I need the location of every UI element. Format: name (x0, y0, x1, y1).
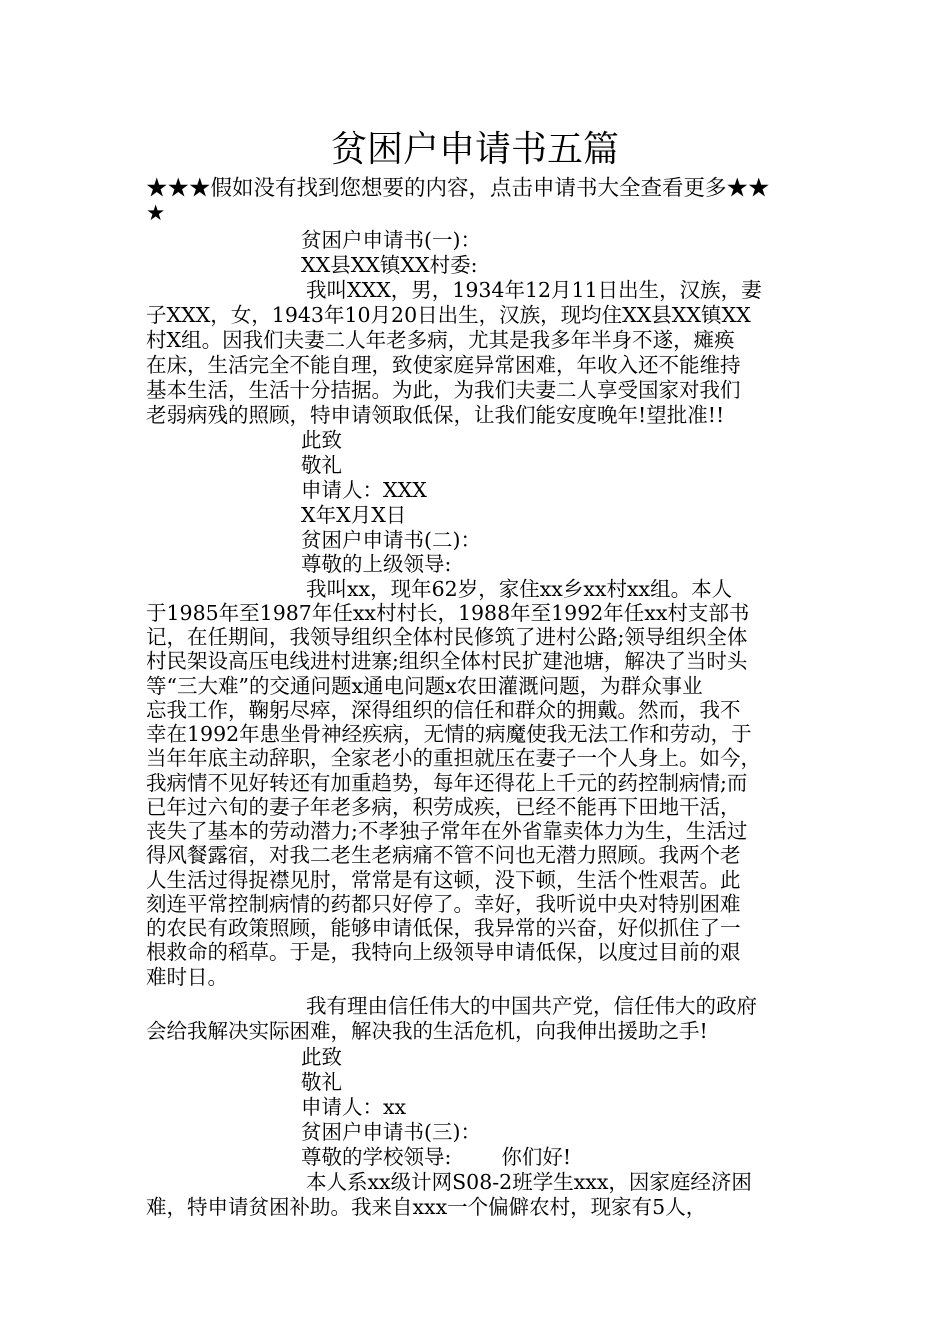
paragraph-line: 我有理由信任伟大的中国共产党，信任伟大的政府 (306, 994, 757, 1018)
closing-text: 此致 (301, 1045, 342, 1069)
applicant-line: 申请人：xx (301, 1095, 407, 1119)
paragraph-line: 刻连平常控制病情的药都只好停了。幸好，我听说中央对特别困难 (146, 892, 741, 916)
paragraph-line: 忘我工作，鞠躬尽瘁，深得组织的信任和群众的拥戴。然而，我不 (146, 698, 741, 722)
paragraph-line: 我叫xx，现年62岁，家住xx乡xx村xx组。本人 (306, 577, 733, 601)
paragraph-line: 在床，生活完全不能自理，致使家庭异常困难，年收入还不能维持 (146, 353, 741, 377)
paragraph-line: 等“三大难”的交通问题x通电问题x农田灌溉问题，为群众事业 (146, 674, 703, 698)
addressee-line (301, 1144, 571, 1170)
paragraph-line: 子XXX，女，1943年10月20日出生，汉族，现均住XX县XX镇XX (146, 303, 751, 327)
section-heading: 贫困户申请书(三)： (301, 1120, 481, 1144)
paragraph-line: 我病情不见好转还有加重趋势，每年还得花上千元的药控制病情;而 (146, 771, 748, 795)
paragraph-line: 当年年底主动辞职，全家老小的重担就压在妻子一个人身上。如今， (146, 746, 761, 770)
closing-text: 此致 (301, 428, 342, 452)
paragraph-line: 记，在任期间，我领导组织全体村民修筑了进村公路;领导组织全体 (146, 625, 748, 649)
paragraph-line: 本人系xx级计网S08-2班学生xxx，因家庭经济困 (306, 1170, 752, 1194)
applicant-line: 申请人：XXX (301, 478, 427, 502)
document-title: 贫困户申请书五篇 (330, 129, 619, 170)
notice-line[interactable]: ★★★假如没有找到您想要的内容，点击申请书大全查看更多★★ (146, 176, 770, 201)
section-heading: 贫困户申请书(一)： (301, 228, 481, 252)
paragraph-line: 得风餐露宿，对我二老生老病痛不管不问也无潜力照顾。我两个老 (146, 843, 741, 867)
addressee: 尊敬的上级领导: (301, 552, 452, 576)
paragraph-line: 村民架设高压电线进村进寨;组织全体村民扩建池塘，解决了当时头 (146, 649, 748, 673)
paragraph-line: 老弱病残的照顾，特申请领取低保，让我们能安度晚年!望批准!! (146, 403, 725, 427)
paragraph-line: 人生活过得捉襟见肘，常常是有这顿，没下顿，生活个性艰苦。此 (146, 868, 741, 892)
paragraph-line: 难时日。 (146, 965, 228, 989)
paragraph-line: 村X组。因我们夫妻二人年老多病，尤其是我多年半身不遂，瘫痪 (146, 328, 735, 352)
paragraph-line: 丧失了基本的劳动潜力;不孝独子常年在外省靠卖体力为生，生活过 (146, 819, 748, 843)
paragraph-line: 已年过六旬的妻子年老多病，积劳成疾，已经不能再下田地干活， (146, 795, 741, 819)
date-line: X年X月X日 (301, 503, 407, 527)
notice-line: ★ (146, 201, 166, 226)
addressee: XX县XX镇XX村委: (301, 253, 478, 277)
addressee: 尊敬的学校领导: (301, 1145, 452, 1169)
paragraph-line: 于1985年至1987年任xx村村长，1988年至1992年任xx村支部书 (146, 601, 750, 625)
paragraph-line: 会给我解决实际困难，解决我的生活危机，向我伸出援助之手! (146, 1019, 708, 1043)
greeting: 你们好! (501, 1145, 572, 1169)
closing-text: 敬礼 (301, 453, 342, 477)
closing-text: 敬礼 (301, 1070, 342, 1094)
paragraph-line: 的农民有政策照顾，能够申请低保，我异常的兴奋，好似抓住了一 (146, 916, 741, 940)
paragraph-line: 幸在1992年患坐骨神经疾病，无情的病魔使我无法工作和劳动，于 (146, 722, 752, 746)
paragraph-line: 我叫XXX，男，1934年12月11日出生，汉族，妻 (306, 278, 762, 302)
paragraph-line: 根救命的稻草。于是，我特向上级领导申请低保，以度过目前的艰 (146, 940, 741, 964)
paragraph-line: 难，特申请贫困补助。我来自xxx一个偏僻农村，现家有5人， (146, 1195, 707, 1219)
paragraph-line: 基本生活，生活十分拮据。为此，为我们夫妻二人享受国家对我们 (146, 378, 741, 402)
section-heading: 贫困户申请书(二)： (301, 528, 481, 552)
